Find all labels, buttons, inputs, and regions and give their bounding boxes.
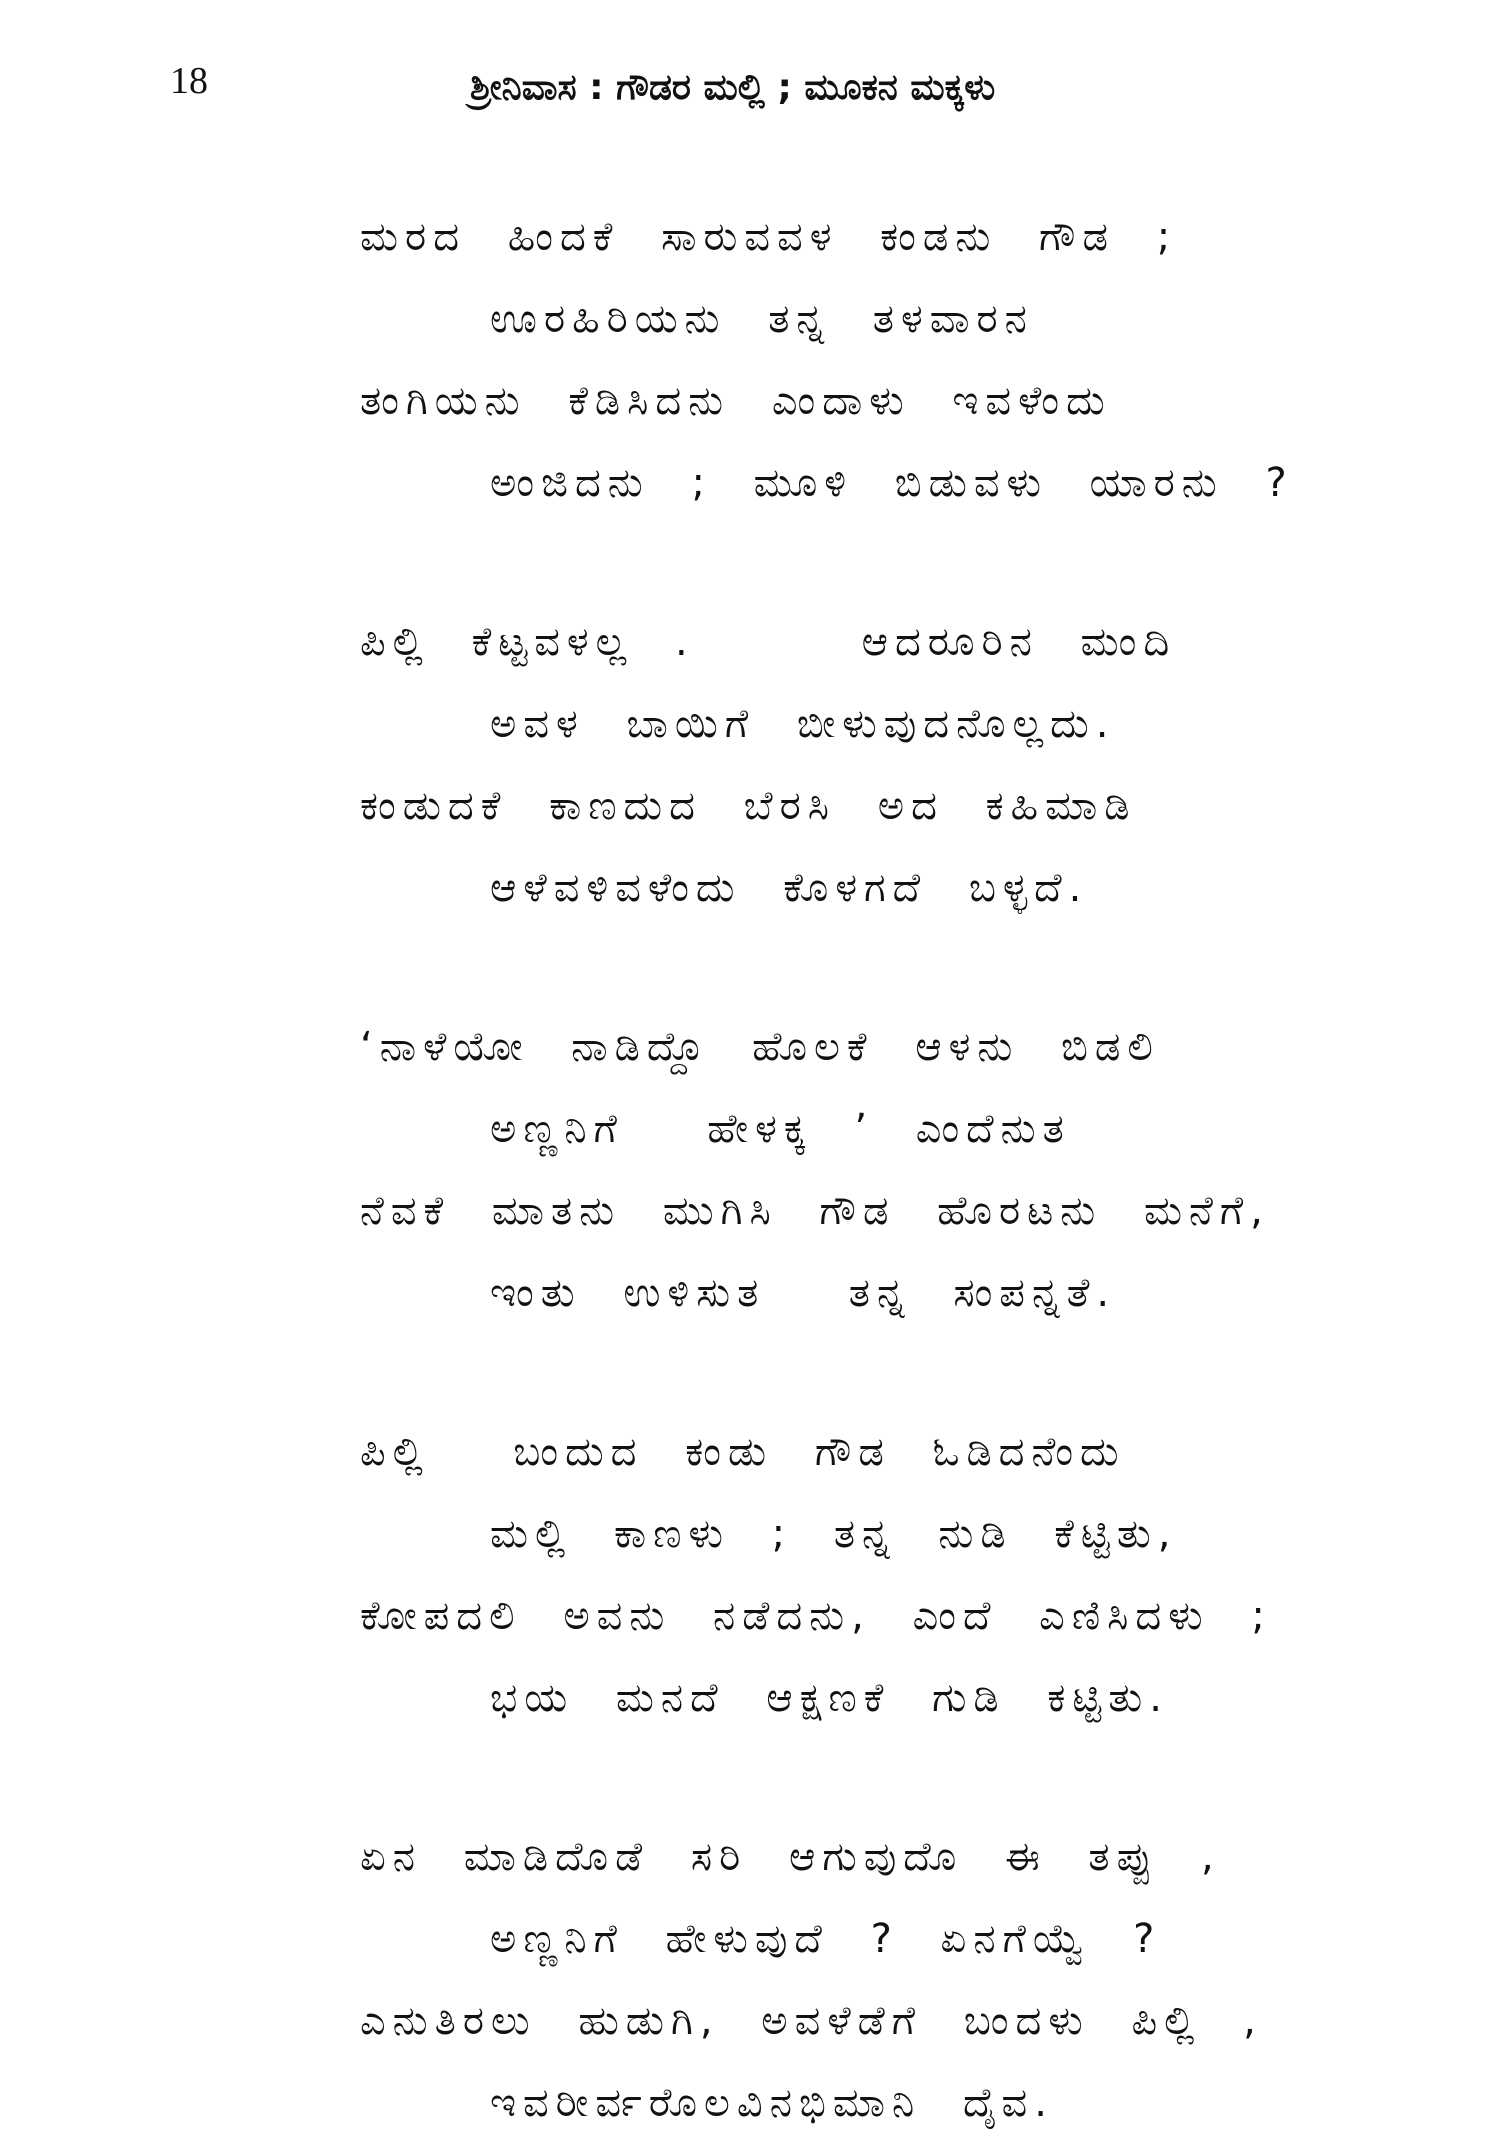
poem-line: ಇಂತು ಉಳಿಸುತ ತನ್ನ ಸಂಪನ್ನತೆ. [490,1270,1117,1316]
poem-line: ಅಣ್ಣನಿಗೆ ಹೇಳುವುದೆ ? ಏನಗೆಯ್ವೆ ? [490,1916,1162,1962]
poem-line: ಏನ ಮಾಡಿದೊಡೆ ಸರಿ ಆಗುವುದೊ ಈ ತಪ್ಪು , [360,1834,1221,1880]
poem-line: ಅವಳ ಬಾಯಿಗೆ ಬೀಳುವುದನೊಲ್ಲದು. [490,701,1116,747]
poem-line: ಕಂಡುದಕೆ ಕಾಣದುದ ಬೆರಸಿ ಅದ ಕಹಿಮಾಡಿ [360,783,1137,829]
poem-line: ಇವರೀರ್ವರೊಲವಿನಭಿಮಾನಿ ದೈವ. [490,2080,1054,2126]
poem-line: ಅಣ್ಣನಿಗೆ ಹೇಳಕ್ಕ ’ ಎಂದೆನುತ [490,1106,1071,1152]
running-header: ಶ್ರೀನಿವಾಸ : ಗೌಡರ ಮಲ್ಲಿ ; ಮೂಕನ ಮಕ್ಕಳು [470,67,996,108]
poem-line: ಮರದ ಹಿಂದಕೆ ಸಾರುವವಳ ಕಂಡನು ಗೌಡ ; [360,214,1178,260]
stanza-1 [360,196,1360,524]
poem-line: ಎನುತಿರಲು ಹುಡುಗಿ, ಅವಳೆಡೆಗೆ ಬಂದಳು ಪಿಲ್ಲಿ , [360,1998,1263,2044]
stanza-4 [360,1411,1360,1739]
poem-line: ಭಯ ಮನದೆ ಆಕ್ಷಣಕೆ ಗುಡಿ ಕಟ್ಟಿತು. [490,1675,1169,1721]
poem-line: ‘ನಾಳೆಯೋ ನಾಡಿದ್ದೊ ಹೊಲಕೆ ಆಳನು ಬಿಡಲಿ [360,1024,1160,1070]
poem-line: ಕೋಪದಲಿ ಅವನು ನಡೆದನು, ಎಂದೆ ಎಣಿಸಿದಳು ; [360,1593,1272,1639]
stanza-3 [360,1006,1360,1334]
poem-line: ನೆವಕೆ ಮಾತನು ಮುಗಿಸಿ ಗೌಡ ಹೊರಟನು ಮನೆಗೆ, [360,1188,1270,1234]
poem-line: ಅಂಜಿದನು ; ಮೂಳಿ ಬಿಡುವಳು ಯಾರನು ? [490,460,1294,506]
poem-line: ಊರಹಿರಿಯನು ತನ್ನ ತಳವಾರನ [490,296,1034,342]
poem-line: ಆಳೆವಳಿವಳೆಂದು ಕೊಳಗದೆ ಬಳ್ಳದೆ. [490,865,1089,911]
poem [360,196,1360,2144]
stanza-2 [360,601,1360,929]
stanza-5 [360,1816,1360,2144]
page-number: 18 [170,60,208,102]
poem-line: ಪಿಲ್ಲಿ ಕೆಟ್ಟವಳಲ್ಲ . ಆದರೂರಿನ ಮಂದಿ [360,619,1177,665]
poem-line: ಮಲ್ಲಿ ಕಾಣಳು ; ತನ್ನ ನುಡಿ ಕೆಟ್ಟಿತು, [490,1511,1178,1557]
poem-line: ತಂಗಿಯನು ಕೆಡಿಸಿದನು ಎಂದಾಳು ಇವಳೆಂದು [360,378,1112,424]
poem-line: ಪಿಲ್ಲಿ ಬಂದುದ ಕಂಡು ಗೌಡ ಓಡಿದನೆಂದು [360,1429,1126,1475]
